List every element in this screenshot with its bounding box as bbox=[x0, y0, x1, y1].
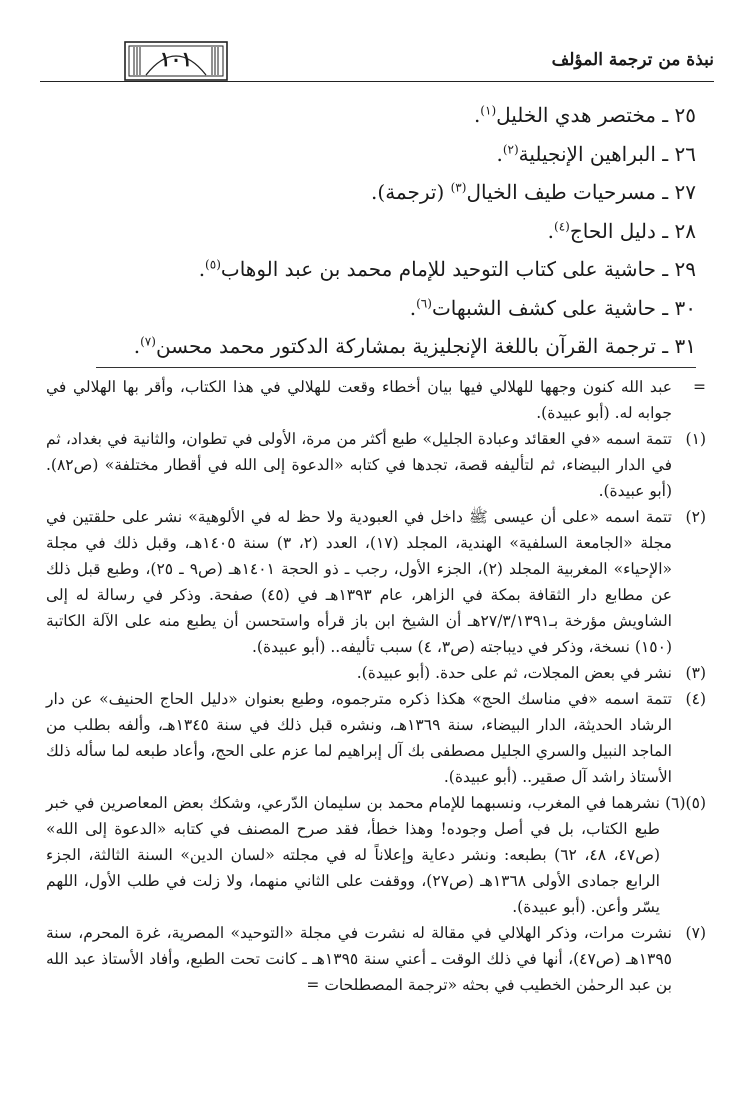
footnote-text: تتمة اسمه «على أن عيسى ﷺ داخل في العبودية ولا حظ له في الألوهية» نشر على حلقتين في مجلة «الجامعة السلفية» الهندية، المجلد (١٧)، العدد (٢، ٣) سنة ١٤٠٥هـ، وقبل ذلك في مجلة «الإحياء» المغربية المجلد (٢)، الجزء الأول، رجب ـ ذو الحجة ١٤٠١هـ (ص٩ ـ ٢٥)، وطبع قبل ذلك عن مطابع دار الثقافة بمكة في الزاهر، عام ١٣٩٣هـ في (٤٥) صفحة. وذكر في رسالة له إلى الشاويش مؤرخة بـ٢٧/٣/١٣٩١هـ أن الشيخ ابن باز قرأه واستحسن أن يطبع منه على الآلة الكاتبة (١٥٠) نسخة، وذكر في ديباجته (ص٣، ٤) سبب تأليفه.. (أبو عبيدة). bbox=[46, 508, 673, 656]
footnote bbox=[46, 426, 706, 504]
footnote-ref: (٣) bbox=[450, 180, 467, 195]
footnote-text: نشرت مرات، وذكر الهلالي في مقالة له نشرت في مجلة «التوحيد» المصرية، غرة المحرم، سنة ١٣٩٥هـ (ص٤٧)، أنها في ذلك الوقت ـ أعني سنة ١٣٩٥هـ ـ كانت تحت الطبع، وأفاد الأستاذ عبد الله بن عبد الرحمٰن الخطيب في بحثه «ترجمة المصطلحات = bbox=[46, 924, 672, 994]
footnote-mark: (١) bbox=[685, 430, 706, 448]
footnote-mark: (٢) bbox=[685, 508, 706, 526]
list-item: ٢٧ ـ مسرحيات طيف الخيال$^{(٣)}$ (ترجمة). bbox=[371, 180, 696, 204]
running-title: نبذة من ترجمة المؤلف bbox=[551, 50, 714, 70]
footnote-mark: (٣) bbox=[685, 664, 706, 682]
header-rule bbox=[40, 81, 714, 82]
list-item: ٢٨ ـ دليل الحاج$^{(٤)}$. bbox=[547, 218, 696, 243]
list-item: ٣١ ـ ترجمة القرآن باللغة الإنجليزية بمشاركة الدكتور محمد محسن$^{(٧)}$. bbox=[133, 334, 696, 358]
footnote bbox=[46, 686, 706, 790]
list-item: ٢٦ ـ البراهين الإنجيلية$^{(٢)}$. bbox=[496, 141, 696, 166]
footnotes bbox=[46, 374, 706, 998]
page-number: ١٠١ bbox=[159, 47, 193, 71]
footnote-mark: (٧) bbox=[685, 924, 706, 942]
footnote-ref: (٤) bbox=[554, 218, 570, 233]
footnote bbox=[46, 790, 706, 920]
footnote-ref: (٥) bbox=[205, 257, 221, 272]
footnote-text: تتمة اسمه «في مناسك الحج» هكذا ذكره مترجموه، وطبع بعنوان «دليل الحاج الحنيف» عن دار الرشاد الحديثة، الدار البيضاء، سنة ١٣٦٩هـ، ونشره قبل ذلك في سنة ١٣٤٥هـ، وألفه بطلب من الماجد النبيل والسري الجليل مصطفى بك آل إبراهيم لما عزم على الحج، وأعاد طبعه لما سأله ذلك الأستاذ راشد آل صقير.. (أبو عبيدة). bbox=[46, 690, 672, 786]
footnote bbox=[46, 504, 706, 660]
footnote-ref: (٧) bbox=[140, 334, 156, 349]
footnote-ref: (٢) bbox=[502, 141, 519, 156]
footnote bbox=[46, 920, 706, 998]
footnote-ref: (١) bbox=[480, 103, 497, 118]
footnote-text: نشر في بعض المجلات، ثم على حدة. (أبو عبيدة). bbox=[356, 664, 672, 682]
footnote-mark: (٤) bbox=[685, 690, 706, 708]
list-item: ٢٩ ـ حاشية على كتاب التوحيد للإمام محمد بن عبد الوهاب$^{(٥)}$. bbox=[198, 257, 696, 281]
footnote-mark: = bbox=[693, 378, 706, 396]
page-number-ornament bbox=[124, 39, 228, 81]
footnote-text: نشرهما في المغرب، ونسبهما للإمام محمد بن سليمان الدّرعي، وشكك بعض المعاصرين في خبر طبع الكتاب، بل في أصل وجوده! وهذا خطأ، فقد صرح المصنف في كتابه «الدعوة إلى الله» (ص٤٧، ٤٨، ٦٢) بطبعه: ونشر دعاية وإعلاناً له في مجلته «لسان الدين» السنة الثالثة، الجزء الرابع جمادى الأولى ١٣٦٨هـ (ص٢٧)، ووقفت على الثاني منهما، ولا زلت في طلب الأول، اللهم يسّر وأعن. (أبو عبيدة). bbox=[46, 794, 660, 916]
works-list bbox=[56, 96, 696, 366]
footnote-separator bbox=[96, 367, 696, 368]
running-header bbox=[40, 30, 714, 84]
footnote-mark: (٥)(٦) bbox=[665, 794, 706, 812]
footnote bbox=[46, 374, 706, 426]
footnote-ref: (٦) bbox=[416, 295, 432, 310]
footnote bbox=[46, 660, 706, 686]
footnote-text: عبد الله كنون وجهها للهلالي فيها بيان أخطاء وقعت للهلالي في هذا الكتاب، وأقر بها الهلالي في جوابه له. (أبو عبيدة). bbox=[46, 378, 672, 422]
list-item: ٢٥ ـ مختصر هدي الخليل$^{(١)}$. bbox=[473, 103, 696, 127]
footnote-text: تتمة اسمه «في العقائد وعبادة الجليل» طبع أكثر من مرة، الأولى في تطوان، والثانية في بغداد، ثم في الدار البيضاء، ثم لتأليفه قصة، تجدها في كتابه «الدعوة إلى الله في أقطار مختلفة» (ص٨٢). (أبو عبيدة). bbox=[46, 430, 672, 500]
list-item: ٣٠ ـ حاشية على كشف الشبهات$^{(٦)}$. bbox=[409, 295, 696, 320]
